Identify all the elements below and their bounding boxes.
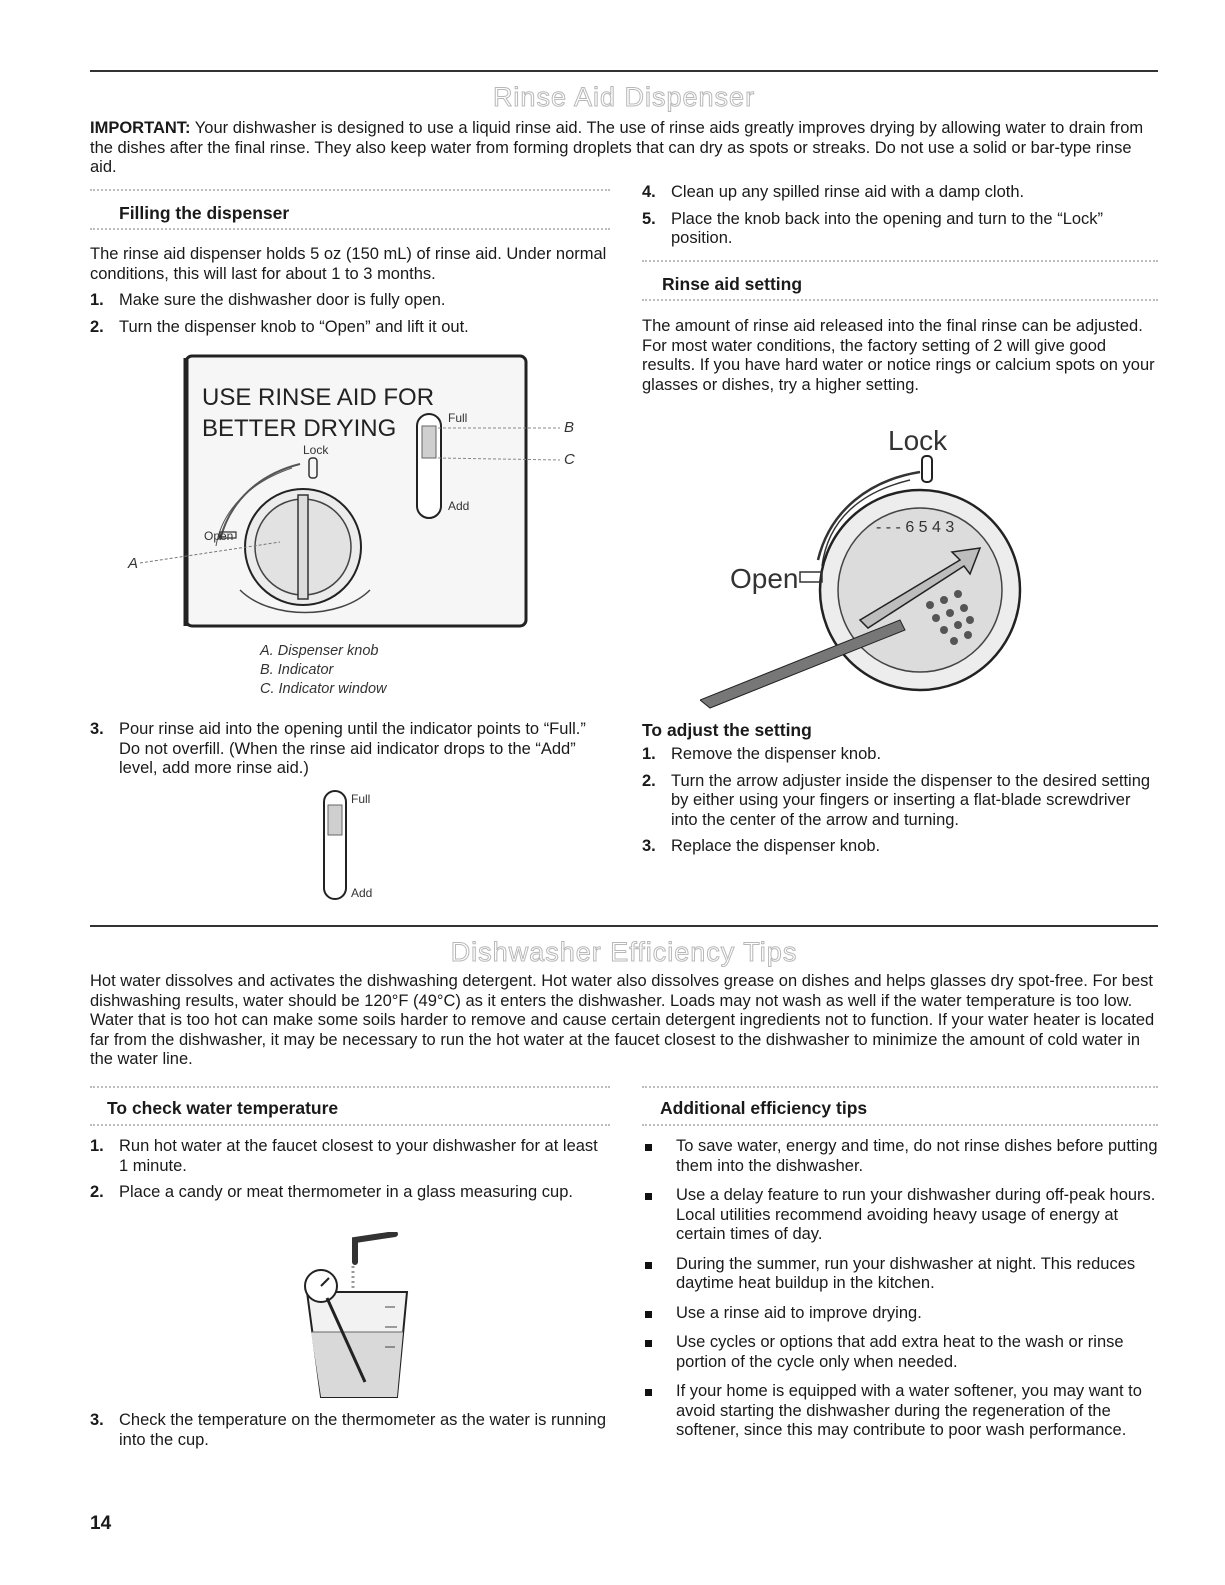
bullet-icon [645,1340,652,1347]
check-steps [90,1137,610,1210]
list-item [642,1137,1158,1176]
dial-lock-label: Lock [888,425,948,456]
indicator-full-label: Full [351,792,371,806]
step-number: 1. [90,1137,104,1155]
list-item [642,1186,1158,1245]
panel-full-label: Full [448,411,468,425]
step-number: 1. [90,291,104,309]
bullet-icon [645,1311,652,1318]
step-text: Check the temperature on the thermometer as the water is running into the cup. [119,1411,606,1449]
figure-captions [260,642,387,699]
panel-line1: USE RINSE AID FOR [202,384,435,411]
efficiency-section-title: Dishwasher Efficiency Tips [450,937,798,967]
caption-a: A. Dispenser knob [260,643,379,659]
filling-rule-bottom [90,228,610,230]
list-item [642,1333,1158,1372]
list-item [642,745,1158,765]
right-steps [642,183,1158,256]
tip-text: Use a delay feature to run your dishwasher during off-peak hours. Local utilities recommend avoiding heavy usage of energy at certain times of day. [676,1186,1156,1243]
tip-text: To save water, energy and time, do not rinse dishes before putting them into the dishwasher. [676,1137,1158,1175]
panel-line2: BETTER DRYING [202,415,397,442]
callout-a: A [128,555,139,572]
setting-text: The amount of rinse aid released into the final rinse can be adjusted. For most water conditions, the factory setting of 2 will give good results. If you have hard water or notice rings or calcium spots on your glasses or dishes, try a higher setting. [642,317,1155,394]
step-number: 2. [90,317,104,336]
tips-rule-top [642,1086,1158,1088]
dial-open-label: Open [730,563,799,594]
bullet-icon [645,1389,652,1396]
list-item [642,1304,1158,1324]
panel-add-label: Add [448,499,470,513]
faucet-icon [355,1234,395,1262]
indicator-level [422,426,436,458]
indicator-illustration [318,785,388,905]
check-rule-top [90,1086,610,1088]
important-label: IMPORTANT: [90,119,191,137]
setting-rule-top [642,260,1158,262]
tip-text: Use a rinse aid to improve drying. [676,1303,922,1322]
filling-rule-top [90,189,610,191]
filling-heading: Filling the dispenser [119,203,290,223]
list-item [642,772,1158,831]
list-item [90,1411,610,1450]
list-item [90,720,610,779]
caption-b: B. Indicator [260,662,334,678]
panel-open-label: Open [204,529,234,543]
important-paragraph [90,119,1158,178]
lock-marker-icon [922,456,932,482]
step-text: Run hot water at the faucet closest to your dishwasher for at least 1 minute. [119,1137,598,1175]
knob-grip [298,495,308,599]
tips-rule-bottom [642,1124,1158,1126]
mid-rule [90,925,1158,927]
callout-b: B [564,419,575,436]
step-text: Place the knob back into the opening and turn to the “Lock” position. [671,209,1104,247]
thermometer-cup-illustration [285,1232,425,1407]
bullet-icon [645,1262,652,1269]
step-text: Clean up any spilled rinse aid with a damp cloth. [671,183,1025,201]
important-text: Your dishwasher is designed to use a liquid rinse aid. The use of rinse aids greatly improves drying by allowing water to drain from the dishes after the final rinse. They also keep water from forming droplets that can dry as spots or streaks. Do not use a solid or bar-type rinse aid. [90,119,1144,176]
indicator-add-label: Add [351,886,373,900]
list-item [90,291,610,311]
step-number: 2. [90,1183,104,1201]
step-number: 3. [90,720,104,738]
adjust-steps [642,745,1158,864]
setting-rule-bottom [642,299,1158,301]
step-text: Make sure the dishwasher door is fully open. [119,291,446,309]
step-number: 1. [642,745,656,763]
step-text: Replace the dispenser knob. [671,837,881,855]
tips-heading: Additional efficiency tips [660,1098,868,1118]
page-number: 14 [90,1513,112,1534]
filling-steps [90,291,610,344]
list-item [642,1382,1158,1441]
step-text: Turn the arrow adjuster inside the dispenser to the desired setting by either using your fingers or inserting a flat-blade screwdriver into the center of the arrow and turning. [671,771,1151,829]
dispenser-panel-illustration [120,350,590,635]
step-text: Turn the dispenser knob to “Open” and lift it out. [119,317,469,336]
caption-c: C. Indicator window [260,681,387,697]
check-step3 [90,1411,610,1457]
step-text: Remove the dispenser knob. [671,745,882,763]
step-text: Place a candy or meat thermometer in a glass measuring cup. [119,1183,573,1201]
tip-text: If your home is equipped with a water softener, you may want to avoid starting the dishwasher during the regeneration of the softener, since this may contribute to poor wash performance. [676,1382,1142,1439]
panel-lock-label: Lock [303,443,329,457]
filling-step3 [90,720,610,786]
list-item [90,1137,610,1176]
rinse-section-title: Rinse Aid Dispenser [492,82,756,112]
step-text: Pour rinse aid into the opening until the indicator points to “Full.” Do not overfill. (When the rinse aid indicator drops to the “Add” level, add more rinse aid.) [119,720,586,777]
top-rule [90,70,1158,72]
step-number: 4. [642,183,656,201]
check-heading: To check water temperature [107,1098,339,1118]
check-rule-bottom [90,1124,610,1126]
step-number: 3. [642,837,656,855]
adjust-heading: To adjust the setting [642,720,812,740]
tips-list [642,1137,1158,1451]
list-item [642,1255,1158,1294]
bullet-icon [645,1193,652,1200]
tip-text: During the summer, run your dishwasher at night. This reduces daytime heat buildup in the kitchen. [676,1254,1136,1292]
step-number: 2. [642,771,656,790]
filling-intro: The rinse aid dispenser holds 5 oz (150 mL) of rinse aid. Under normal conditions, this will last for about 1 to 3 months. [90,245,607,283]
list-item [642,837,1158,857]
step-number: 5. [642,209,656,228]
dial-adjuster-illustration [700,420,1030,710]
callout-c: C [564,451,575,468]
step-number: 3. [90,1411,104,1429]
bullet-icon [645,1144,652,1151]
indicator-level [328,805,342,835]
list-item [90,1183,610,1203]
list-item [642,210,1158,249]
list-item [642,183,1158,203]
dial-scale: - - - 6 5 4 3 [876,519,955,536]
setting-heading: Rinse aid setting [662,274,803,294]
tip-text: Use cycles or options that add extra heat to the wash or rinse portion of the cycle only when needed. [676,1333,1124,1371]
list-item [90,318,610,338]
efficiency-intro: Hot water dissolves and activates the dishwashing detergent. Hot water also dissolves grease on dishes and helps glasses dry spot-free. For best dishwashing results, water should be 120°F (49°C) as it enters the dishwasher. Loads may not wash as well if the water temperature is too low. Water that is too hot can make some soils harder to remove and cause certain detergent ingredients not to function. If your water heater is located far from the dishwasher, it may be necessary to run the hot water at the faucet closest to the dishwasher to minimize the amount of cold water in the water line. [90,972,1155,1068]
